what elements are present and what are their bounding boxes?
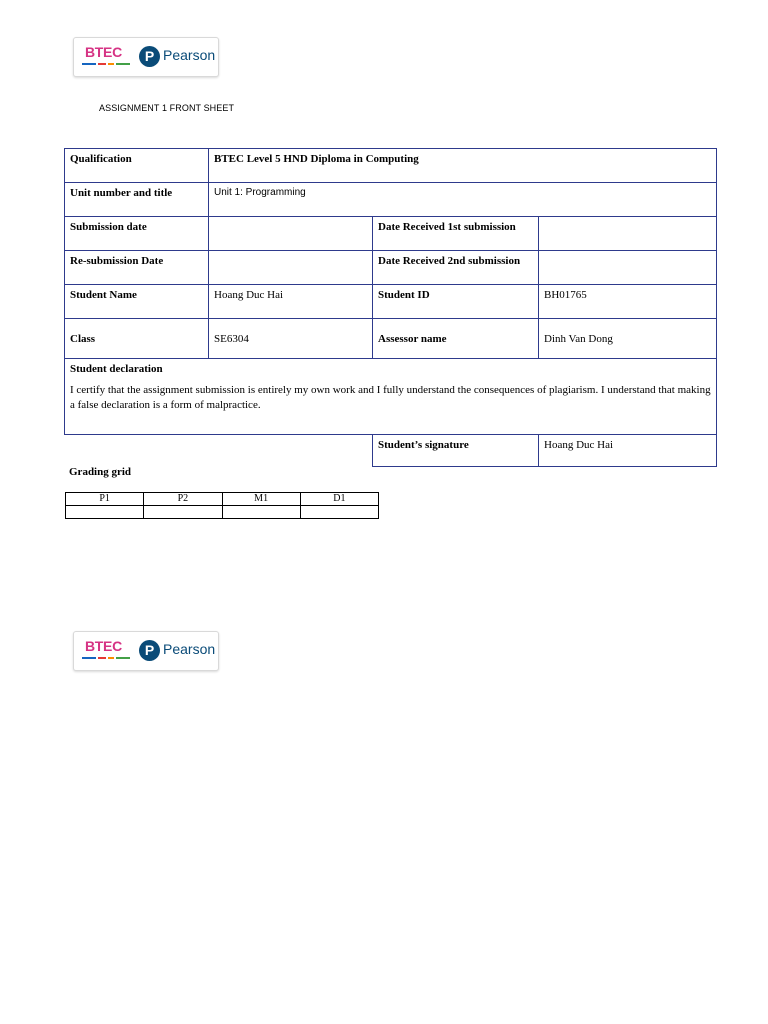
received-2nd-value	[539, 251, 717, 285]
btec-logo	[80, 43, 132, 71]
front-sheet-table	[64, 148, 717, 467]
grade-header-p2: P2	[144, 493, 222, 506]
btec-logo	[80, 637, 132, 665]
student-row	[65, 285, 717, 319]
class-label: Class	[65, 319, 209, 359]
student-id-value: BH01765	[539, 285, 717, 319]
btec-logo-stripe	[82, 62, 132, 66]
student-name-label: Student Name	[65, 285, 209, 319]
received-1st-value	[539, 217, 717, 251]
class-value: SE6304	[209, 319, 373, 359]
grading-value-row	[66, 506, 379, 519]
received-2nd-label: Date Received 2nd submission	[373, 251, 539, 285]
signature-row	[65, 435, 717, 467]
grade-header-d1: D1	[300, 493, 378, 506]
pearson-logo-icon: P	[139, 46, 160, 67]
btec-logo-text: BTEC	[85, 638, 122, 654]
resubmission-value	[209, 251, 373, 285]
grading-header-row	[66, 493, 379, 506]
resubmission-label: Re-submission Date	[65, 251, 209, 285]
btec-pearson-logo-page2	[73, 631, 219, 671]
qualification-label: Qualification	[65, 149, 209, 183]
signature-value: Hoang Duc Hai	[539, 435, 717, 467]
unit-value: Unit 1: Programming	[209, 183, 717, 217]
submission-date-value	[209, 217, 373, 251]
grade-value-d1	[300, 506, 378, 519]
grading-grid-label: Grading grid	[69, 466, 132, 478]
grade-value-m1	[222, 506, 300, 519]
signature-label: Student’s signature	[373, 435, 539, 467]
unit-label: Unit number and title	[65, 183, 209, 217]
grade-value-p2	[144, 506, 222, 519]
declaration-label: Student declaration	[70, 363, 163, 375]
btec-pearson-logo	[73, 37, 219, 77]
pearson-logo-text: Pearson	[163, 47, 216, 63]
qualification-row	[65, 149, 717, 183]
submission-date-label: Submission date	[65, 217, 209, 251]
submission-row	[65, 217, 717, 251]
assessor-value: Dinh Van Dong	[539, 319, 717, 359]
sheet-title: ASSIGNMENT 1 FRONT SHEET	[99, 103, 235, 113]
declaration-text: I certify that the assignment submission is entirely my own work and I fully understand the consequences of plagiarism. I understand that making a false declaration is a form of malpractice.	[70, 384, 711, 411]
btec-logo-text: BTEC	[85, 44, 122, 60]
grade-value-p1	[66, 506, 144, 519]
grading-grid	[65, 492, 379, 519]
declaration-cell	[65, 359, 717, 435]
qualification-value: BTEC Level 5 HND Diploma in Computing	[209, 149, 717, 183]
declaration-row	[65, 359, 717, 435]
assessor-label: Assessor name	[373, 319, 539, 359]
resubmission-row	[65, 251, 717, 285]
unit-row	[65, 183, 717, 217]
grade-header-p1: P1	[66, 493, 144, 506]
pearson-logo-icon: P	[139, 640, 160, 661]
grade-header-m1: M1	[222, 493, 300, 506]
received-1st-label: Date Received 1st submission	[373, 217, 539, 251]
btec-logo-stripe	[82, 656, 132, 660]
student-id-label: Student ID	[373, 285, 539, 319]
class-row	[65, 319, 717, 359]
pearson-logo-text: Pearson	[163, 641, 216, 657]
student-name-value: Hoang Duc Hai	[209, 285, 373, 319]
